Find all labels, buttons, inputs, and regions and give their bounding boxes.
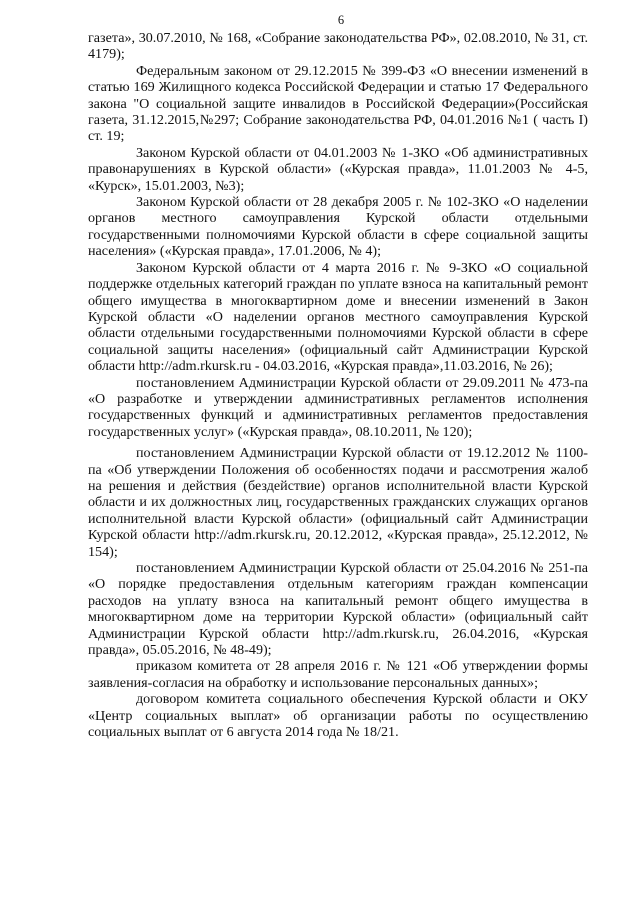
- paragraph-8: постановлением Администрации Курской области от 25.04.2016 № 251-па «О порядке предоставления отдельным категориям граждан компенсации расходов на уплату взноса на капитальный ремонт общего имущества в многоквартирном доме на территории Курской области» (официальный сайт Администрации Курской области http://adm.rkursk.ru, 26.04.2016, «Курская правда», 05.05.2016, № 48-49);: [88, 560, 588, 659]
- page-number: 6: [337, 13, 345, 27]
- paragraph-1: газета», 30.07.2010, № 168, «Собрание законодательства РФ», 02.08.2010, № 31, ст. 4179);: [88, 30, 588, 63]
- paragraph-6: постановлением Администрации Курской области от 29.09.2011 № 473-па «О разработке и утверждении административных регламентов исполнения государственных функций и административных регламентов предоставления государственных услуг» («Курская правда», 08.10.2011, № 120);: [88, 374, 588, 440]
- document-page: [88, 12, 588, 740]
- paragraph-10: договором комитета социального обеспечения Курской области и ОКУ «Центр социальных выплат» об организации работы по осуществлению социальных выплат от 6 августа 2014 года № 18/21.: [88, 691, 588, 741]
- paragraph-4: Законом Курской области от 28 декабря 2005 г. № 102-ЗКО «О наделении органов местного самоуправления Курской области отдельными государственными полномочиями Курской области в сфере социальной защиты населения» («Курская правда», 17.01.2006, № 4);: [88, 194, 588, 260]
- paragraph-2: Федеральным законом от 29.12.2015 № 399-ФЗ «О внесении изменений в статью 169 Жилищного кодекса Российской Федерации и статью 17 Федерального закона "О социальной защите инвалидов в Российской Федерации»(Российская газета, 31.12.2015,№297; Собрание законодательства РФ, 04.01.2016 №1 ( часть I) ст. 19;: [88, 62, 588, 145]
- paragraph-5: Законом Курской области от 4 марта 2016 г. № 9-ЗКО «О социальной поддержке отдельных категорий граждан по уплате взноса на капитальный ремонт общего имущества в многоквартирном доме и внесении изменений в Закон Курской области «О наделении органов местного самоуправления Курской области отдельными государственными полномочиями Курской области в сфере социальной защиты населения» (официальный сайт Администрации Курской области http://adm.rkursk.ru - 04.03.2016, «Курская правда»,11.03.2016, № 26);: [88, 259, 588, 375]
- paragraph-9: приказом комитета от 28 апреля 2016 г. № 121 «Об утверждении формы заявления-согласия на обработку и использование персональных данных»;: [88, 658, 588, 691]
- paragraph-7: постановлением Администрации Курской области от 19.12.2012 № 1100-па «Об утверждении Положения об особенностях подачи и рассмотрения жалоб на решения и действия (бездействие) органов исполнительной власти Курской области и их должностных лиц, государственных гражданских служащих органов исполнительной власти Курской области» (официальный сайт Администрации Курской области http://adm.rkursk.ru, 20.12.2012, «Курская правда», 25.12.2012, № 154);: [88, 445, 588, 560]
- paragraph-3: Законом Курской области от 04.01.2003 № 1-ЗКО «Об административных правонарушениях в Курской области» («Курская правда», 11.01.2003 № 4-5, «Курск», 15.01.2003, №3);: [88, 144, 588, 194]
